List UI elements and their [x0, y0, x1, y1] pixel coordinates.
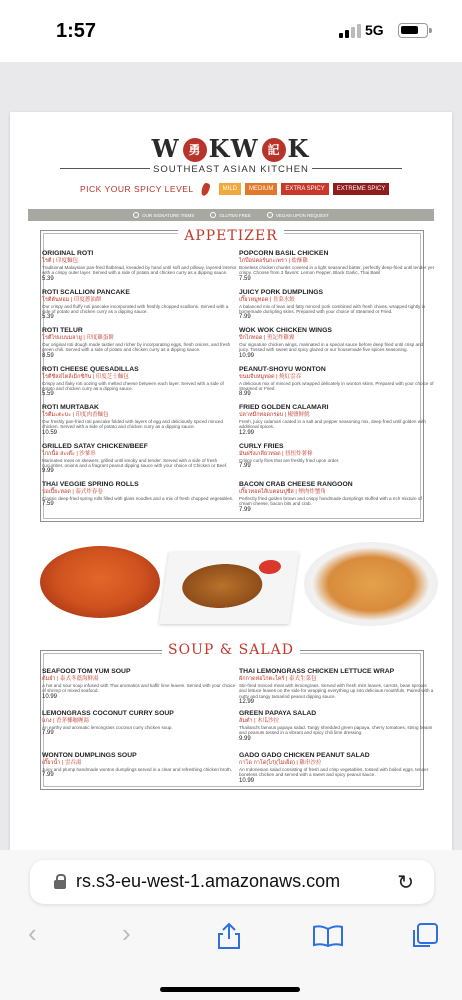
tabs-icon[interactable] [410, 922, 440, 950]
divider [312, 168, 402, 169]
item-description: A balanced mix of lean and fatty minced pork combined with fresh chives, wrapped tightly in homemade dumpling skins. Prepared with your choice of Steamed or Fried. [239, 303, 426, 314]
spicy-extreme: EXTREME SPICY [333, 183, 390, 195]
item-name: ROTI MURTABAK [42, 404, 99, 411]
signature-icon [133, 212, 139, 218]
item-description: An earthy and aromatic lemongrass coconut curry chicken soup. [42, 725, 173, 730]
item-local-name: เกี๊ยวหมูทอด | 韭菜水餃 [239, 296, 295, 303]
item-name: WOK WOK CHICKEN WINGS [239, 327, 332, 334]
brand-subtitle: SOUTHEAST ASIAN KITCHEN [153, 164, 309, 175]
menu-item [42, 289, 237, 322]
item-name: THAI VEGGIE SPRING ROLLS [42, 481, 139, 488]
url-text[interactable]: rs.s3-eu-west-1.amazonaws.com [76, 871, 341, 891]
item-description: Thailand's famous papaya salad. Tangy shredded green papaya, cherry tomatoes, string beans and peanuts tossed in a vibrant and spicy chili lime dressing. [239, 725, 433, 736]
soup-title: SOUP & SALAD [162, 642, 300, 658]
vegan-icon [267, 212, 273, 218]
item-description: Classic deep-fried spring rolls filled with glass noodles and a mix of fresh chopped vegetables. [42, 496, 234, 501]
item-name: ORIGINAL ROTI [42, 250, 94, 257]
menu-item [42, 404, 237, 437]
item-price: 7.99 [42, 772, 54, 779]
menu-item [42, 327, 237, 360]
item-description: Our signature chicken wings, marinated in a special sauce before deep fried until crisp and juicy. Tossed with sweet and spicy glazed or our housemade five spices seasoning. [239, 342, 424, 353]
item-local-name: โรตีไข่แบบมลายู | 印度雞蛋餅 [42, 335, 114, 341]
reload-icon[interactable]: ↻ [397, 872, 414, 894]
item-local-name: ไก่/เนื้อ สะเต๊ะ | 沙爹串 [42, 450, 96, 457]
item-price: 10.99 [239, 352, 255, 359]
item-price: 12.99 [239, 429, 255, 436]
item-description: Fresh, juicy calamari coated in a salt and pepper seasoning mix, deep-fried until golden with additional spices. [239, 419, 426, 430]
chili-icon [200, 182, 211, 197]
item-price: 10.99 [42, 693, 58, 700]
item-name: ROTI CHEESE QUESADILLAS [42, 365, 139, 373]
item-description: Crispy curly fries that are freshly fried upon order. [239, 457, 340, 463]
status-time: 1:57 [56, 20, 97, 42]
item-price: 5.59 [42, 391, 54, 398]
signal-icon [339, 24, 361, 38]
menu-item [239, 327, 434, 360]
item-description: Our freshly pan-fried roti pancake folded with layers of egg and deliciously spiced minced chicken. Served with a side of potato and chicken curry as a dipping sauce. [42, 419, 224, 430]
item-local-name: ไก่ป๊อปคอร์นกะเพรา | 盐酥雞 [239, 258, 308, 264]
menu-item [239, 668, 434, 706]
legend-bar [28, 209, 434, 221]
item-price: 7.59 [42, 501, 54, 508]
chicken-wings-image [159, 552, 299, 624]
item-name: ROTI SCALLION PANCAKE [42, 288, 130, 296]
item-local-name: ขนมจีบหมูทอด | 燒紅雲吞 [239, 373, 302, 380]
calamari-image [304, 542, 438, 626]
item-local-name: โรตีต้นหอม | 印度蔥油餅 [42, 296, 102, 303]
menu-item [239, 366, 434, 399]
item-name: LEMONGRASS COCONUT CURRY SOUP [42, 710, 174, 717]
gluten-free-icon [210, 212, 216, 218]
item-local-name: โรตีชีสสไตล์เม็กซิกัน | 印度芝士麵包 [42, 373, 129, 380]
item-name: WONTON DUMPLINGS SOUP [42, 752, 137, 759]
item-name: GRILLED SATAY CHICKEN/BEEF [42, 442, 148, 450]
item-name: SEAFOOD TOM YUM SOUP [42, 668, 131, 675]
item-description: An Indonesian salad consisting of fresh and crisp vegetables, tossed with boiled eggs, tender boneless chicken and served with a sweet and spicy peanut sauce. [239, 767, 429, 778]
home-indicator [160, 987, 300, 992]
brand-logo: W 勇 KW 記 K [151, 134, 311, 163]
spicy-medium: MEDIUM [245, 183, 277, 195]
item-price: 10.59 [42, 429, 58, 436]
menu-item [239, 752, 434, 785]
item-price: 10.99 [239, 777, 255, 784]
tom-yum-image [40, 546, 160, 618]
url-bar-area [0, 850, 462, 910]
seal-icon: 勇 [183, 138, 207, 162]
item-local-name: เกี๊ยวน้ำ | 雲吞湯 [42, 760, 82, 766]
item-price: 8.59 [42, 352, 54, 359]
item-description: Juicy and plump handmade wonton dumplings served in a clear and refreshing chicken broth. [42, 767, 232, 772]
item-description: Stir-fried minced meat with lemongrass. Served with fresh mint leaves, carrots, bean sprouts and lettuce leaves on the side for wrapping everything up into delicious mouthfuls. Paired with a nutty and tangy tamarind peanut dipping sauce. [239, 683, 434, 699]
item-price: 7.59 [239, 275, 251, 282]
menu-item [239, 404, 434, 437]
item-name: PEANUT-SHOYU WONTON [239, 365, 326, 373]
item-price: 7.99 [42, 730, 54, 737]
spicy-level-label: PICK YOUR SPICY LEVEL [80, 184, 194, 194]
item-price: 7.99 [239, 462, 251, 469]
menu-item [42, 752, 237, 779]
item-description: A delicious mix of minced pork wrapped delicately in wonton skins. Prepared with your choice of Steamed or Fried. [239, 380, 434, 391]
item-name: BACON CRAB CHEESE RANGOON [239, 481, 353, 488]
item-name: ROTI TELUR [42, 327, 83, 334]
item-local-name: กาโด กาโด(ไก่)(ไม่เผ็ด) | 雞串沙拉 [239, 760, 322, 766]
menu-item [42, 668, 237, 701]
share-icon[interactable] [216, 922, 242, 950]
menu-item [42, 710, 237, 737]
item-local-name: ผักกาดห่อไก่ตะไคร้ | 泰式生菜包 [239, 676, 317, 682]
item-description: Traditional Malaysian pan-fried flatbread, kneaded by hand until soft and pillowy, layered interior with a crispy outer layer. Served with a side of potato and chicken curry as a dipping sauce. [42, 265, 237, 276]
item-price: 7.99 [239, 314, 251, 321]
item-local-name: เกี๊ยวทอดไส้เบคอนปูชีส | 煙肉炸蟹角 [239, 489, 326, 495]
item-price: 8.99 [239, 391, 251, 398]
menu-page[interactable] [10, 112, 452, 852]
item-name: POPCORN BASIL CHICKEN [239, 250, 329, 257]
spicy-mild: MILD [219, 183, 241, 195]
item-description: Our original roti dough made tastier and richer by incorporating eggs, fresh onions, and fresh green chili. Served with a side of potato and chicken curry as a dipping sauce. [42, 342, 231, 353]
item-description: Perfectly fried golden brown and crispy handmade dumplings stuffed with a rich mixture of cream cheese, bacon bits and crab. [239, 496, 422, 507]
menu-item [42, 443, 237, 476]
item-local-name: แกง | 香茅椰咖喱湯 [42, 718, 90, 724]
item-price: 9.99 [42, 468, 54, 475]
menu-item [42, 250, 237, 283]
item-name: GREEN PAPAYA SALAD [239, 710, 317, 717]
item-price: 12.99 [239, 698, 255, 705]
item-name: FRIED GOLDEN CALAMARI [239, 404, 329, 411]
menu-item [42, 366, 237, 399]
lock-icon [54, 874, 66, 888]
seal-icon: 記 [262, 138, 286, 162]
item-description: A hot and sour soup infused with Thai aromatics and kaffir lime leaves. Served with your choice of shrimp or mixed seafood. [42, 683, 236, 694]
item-local-name: ส้มตำ | 木瓜沙拉 [239, 718, 280, 724]
legend-gluten-free: GLUTEN FREE [210, 212, 251, 218]
item-price: 5.39 [42, 275, 54, 282]
network-type: 5G [365, 22, 384, 38]
item-description: Boneless chicken chunks covered in a light seasoned batter, perfectly deep-fried until tender yet crispy. Choose from 3 flavors: Lemon Pepper, Black Garlic, Thai Basil [239, 265, 434, 276]
legend-vegan: VEGAN UPON REQUEST [267, 212, 329, 218]
status-bar [0, 0, 462, 62]
item-price: 7.99 [239, 506, 251, 513]
address-bar[interactable] [30, 860, 434, 904]
battery-icon [398, 23, 428, 38]
item-description: Marinated meat on skewers, grilled until smoky and tender. Served with a side of fresh cucumber, onions and a fragrant peanut dipping sauce with your choice of Chicken or Beef. [42, 457, 228, 468]
menu-item [239, 710, 434, 743]
item-price: 9.99 [239, 735, 251, 742]
item-name: JUICY PORK DUMPLINGS [239, 288, 324, 296]
menu-item [42, 481, 237, 508]
spicy-level-row [80, 181, 389, 197]
menu-item [239, 481, 434, 514]
item-name: CURLY FRIES [239, 442, 284, 450]
menu-item [239, 250, 434, 283]
forward-icon[interactable]: › [122, 918, 131, 948]
item-local-name: มันฝรั่งเกลียวทอด | 扭扭炸薯條 [239, 450, 313, 457]
item-local-name: ปลาหมึกทอดกรอบ | 椒鹽鮮魷 [239, 412, 310, 418]
item-description: Crispy and flaky roti oozing with melted cheese between each layer. Served with a side of potato and chicken curry as a dipping sauce. [42, 380, 224, 391]
item-local-name: ปอเปี๊ยะทอด | 泰式炸春卷 [42, 489, 103, 495]
bookmarks-icon[interactable] [312, 924, 344, 948]
appetizer-title: APPETIZER [178, 228, 284, 244]
spicy-extra: EXTRA SPICY [281, 183, 328, 195]
legend-signature: OUR SIGNATURE ITEMS [133, 212, 194, 218]
menu-item [239, 289, 434, 322]
item-name: THAI LEMONGRASS CHICKEN LETTUCE WRAP [239, 668, 395, 675]
menu-item [239, 443, 434, 470]
item-name: GADO GADO CHICKEN PEANUT SALAD [239, 752, 370, 759]
item-local-name: ต้มยำ | 泰式冬蔭海鮮湯 [42, 676, 99, 682]
item-local-name: โรตีมะตะบะ | 印度肉香麵包 [42, 412, 109, 418]
item-price: 5.39 [42, 314, 54, 321]
item-local-name: โรตี | 印度麵包 [42, 258, 78, 264]
item-local-name: ปีกไก่ทอด | 勇記炸雞翼 [239, 335, 295, 341]
browser-toolbar [0, 910, 462, 1000]
back-icon[interactable]: ‹ [28, 918, 37, 948]
item-description: Our crispy and fluffy roti pancake incorporated with freshly chopped scallions. Served with a side of potato and chicken curry as a dipping sauce. [42, 303, 229, 314]
